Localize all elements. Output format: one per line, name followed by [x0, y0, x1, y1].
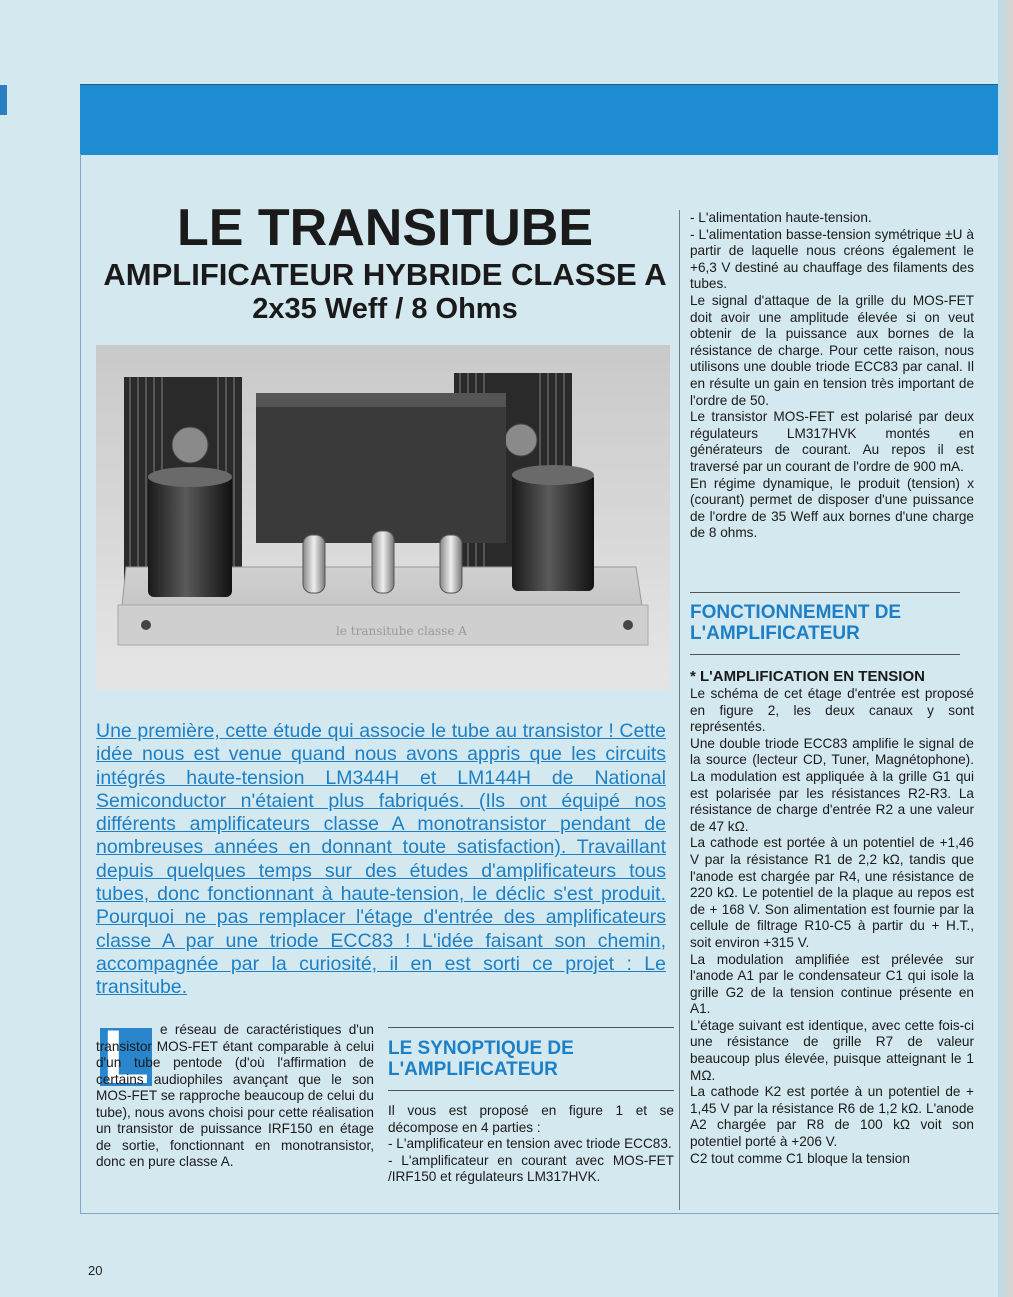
paragraph: La modulation amplifiée est prélevée sur l'anode A1 par le condensateur C1 qui isole la grille G2 de la tension continue présente en A1.: [690, 951, 974, 1017]
divider: [388, 1090, 674, 1091]
article-subtitle: AMPLIFICATEUR HYBRIDE CLASSE A: [103, 257, 667, 292]
left-column-text: e réseau de caractéristiques d'un transistor MOS-FET étant comparable à celui d'un tube pentode (d'où l'affirmation de certains audiophiles avançant que le son MOS-FET se rapproche beaucoup de celui du tube), nous avons choisi pour cette réalisation un transistor de puissance IRF150 en étage de sortie, fonctionnant en monotransistor, donc en pure classe A.: [96, 1022, 374, 1169]
paragraph: En régime dynamique, le produit (tension) x (courant) permet de disposer d'une puissance de l'ordre de 35 Weff aux bornes d'une charge de 8 ohms.: [690, 475, 974, 541]
article-title-block: [100, 200, 670, 326]
subheading-amplification: * L'AMPLIFICATION EN TENSION: [690, 668, 925, 685]
paragraph: Le transistor MOS-FET est polarisé par deux régulateurs LM317HVK montés en générateurs de courant. Au repos il est traversé par un courant de l'ordre de 900 mA.: [690, 409, 974, 474]
article-title: LE TRANSITUBE: [177, 199, 593, 257]
article-spec: 2x35 Weff / 8 Ohms: [252, 293, 518, 325]
drop-cap: L: [100, 1028, 152, 1086]
paragraph: Le signal d'attaque de la grille du MOS-FET doit avoir une amplitude élevée si on veut obtenir de la puissance aux bornes de la résistance de charge. Pour cette raison, nous utilisons une double triode ECC83 par canal. Il en résulte un gain en tension très important de l'ordre de 50.: [690, 292, 974, 408]
paragraph: La cathode est portée à un potentiel de +1,46 V par la résistance R1 de 2,2 kΩ, tandis que l'anode est chargée par R4, une résistance de 220 kΩ. Le potentiel de la plaque au repos est de + 168 V. Son alimentation est fournie par la cellule de filtrage R10-C5 à partir du + H.T., soit environ +315 V.: [690, 835, 974, 950]
divider: [690, 592, 960, 593]
page-edge: [998, 0, 1013, 1297]
paragraph: Le schéma de cet étage d'entrée est proposé en figure 2, les deux canaux y sont représentés.: [690, 686, 974, 735]
intro-paragraph: Une première, cette étude qui associe le tube au transistor ! Cette idée nous est venue quand nous avons appris que les circuits intégrés haute-tension LM344H et LM144H de National Semiconductor n'étaient plus fabriqués. (Ils ont équipé nos différents amplificateurs classe A monotransistor pendant de nombreuses années en donnant toute satisfaction). Travaillant depuis quelques temps sur des études d'amplificateurs tous tubes, donc fonctionnant à haute-tension, le déclic s'est produit. Pourquoi ne pas remplacer l'étage d'entrée des amplificateurs classe A par une triode ECC83 ! L'idée faisant son chemin, accompagnée par la curiosité, il en est sorti ce projet : Le transitube.: [96, 720, 666, 999]
section-heading-fonctionnement: FONCTIONNEMENT DE L'AMPLIFICATEUR: [690, 602, 902, 644]
margin-mark: [0, 85, 7, 115]
amplifier-illustration: [96, 345, 670, 690]
paragraph: Une double triode ECC83 amplifie le signal de la source (lecteur CD, Tuner, Magnétophone). La modulation est appliquée à la grille G1 qui est polarisée par les résistances R2-R3. La résistance de charge d'entrée R2 a une valeur de 47 kΩ.: [690, 735, 974, 834]
right-column-top-text: [690, 210, 974, 542]
divider: [388, 1027, 674, 1028]
page-number: 20: [88, 1263, 103, 1278]
middle-column-text: [388, 1103, 674, 1186]
section-heading-synoptique: LE SYNOPTIQUE DE L'AMPLIFICATEUR: [388, 1038, 574, 1080]
paragraph: Il vous est proposé en figure 1 et se décompose en 4 parties :: [388, 1103, 674, 1135]
right-column-text: [690, 686, 974, 1167]
paragraph: - L'amplificateur en tension avec triode ECC83.: [388, 1136, 672, 1151]
paragraph: L'étage suivant est identique, avec cette fois-ci une résistance de grille R7 de valeur beaucoup plus élevée, puisque atteignant le 1 MΩ.: [690, 1017, 974, 1083]
paragraph: - L'amplificateur en courant avec MOS-FET /IRF150 et régulateurs LM317HVK.: [388, 1152, 674, 1184]
paragraph: La cathode K2 est portée à un potentiel de + 1,45 V par la résistance R6 de 1,2 kΩ. L'anode A2 chargée par R8 de 100 kΩ voit son potentiel porté à +206 V.: [690, 1084, 974, 1150]
paragraph: - L'alimentation basse-tension symétrique ±U à partir de laquelle nous créons également le +6,3 V destiné au chauffage des filaments des tubes.: [690, 226, 974, 292]
paragraph: - L'alimentation haute-tension.: [690, 210, 872, 225]
column-divider: [679, 210, 680, 1210]
amplifier-photo: [96, 345, 670, 690]
header-band: [80, 84, 998, 155]
divider: [690, 654, 960, 655]
front-panel-label: le transitube classe A: [336, 624, 467, 638]
paragraph: C2 tout comme C1 bloque la tension: [690, 1150, 910, 1166]
